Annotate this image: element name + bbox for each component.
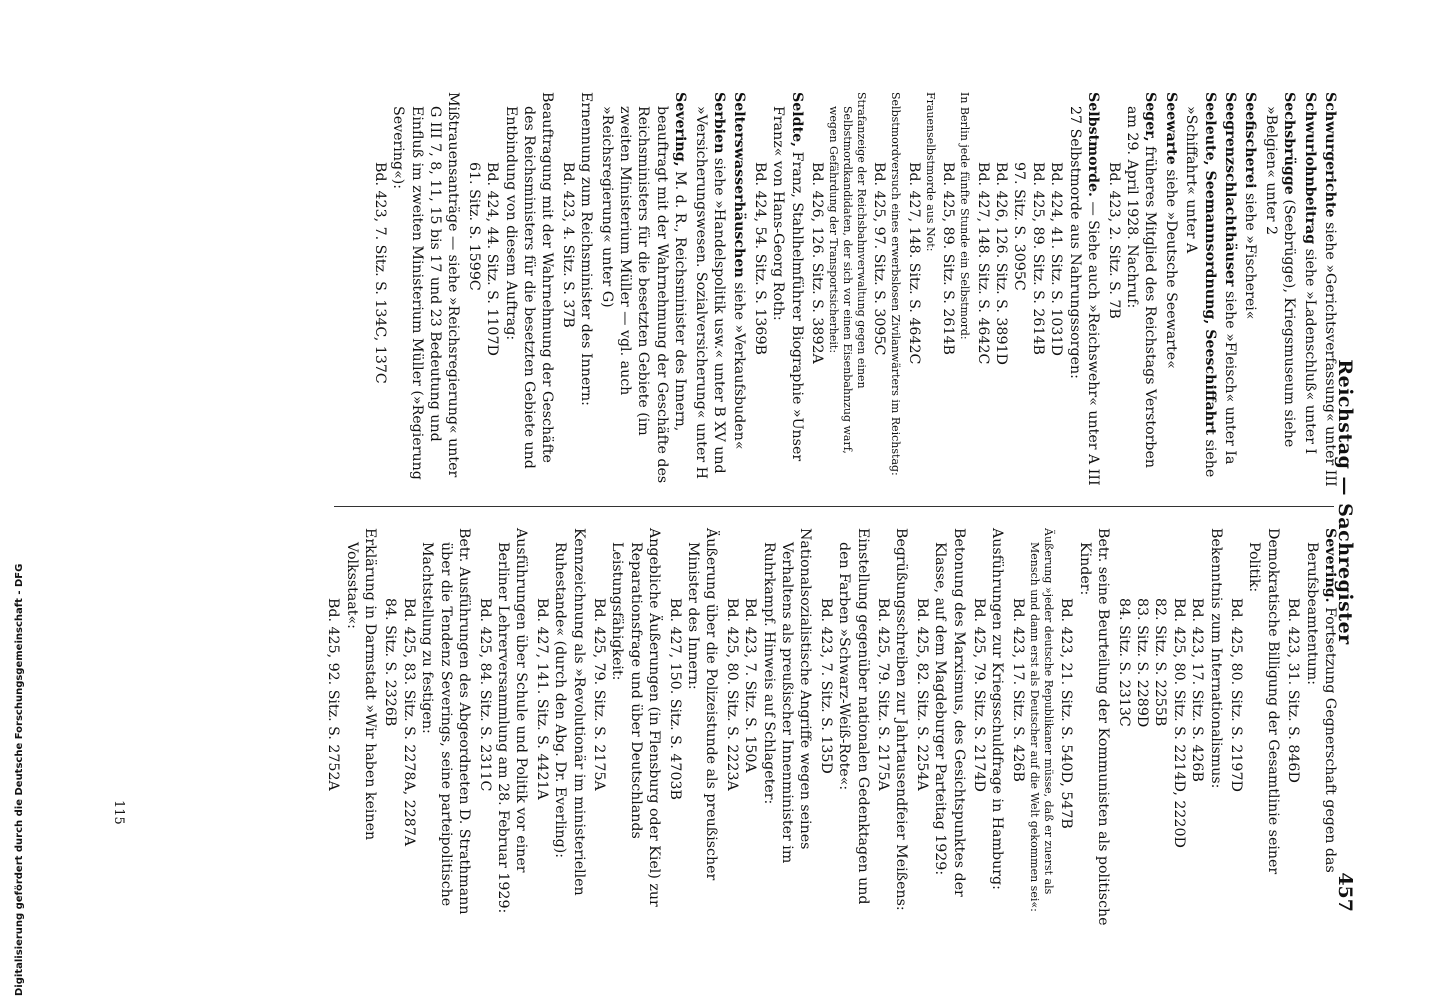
entry-text [931,528,968,926]
entry-head: Seefischerei [1242,92,1259,189]
entry-body: früheres Mitglied des Reichstags Verstorben am 29. April 1928. Nachruf: [1123,106,1159,469]
entry-text [1206,528,1224,926]
entry-text [888,92,902,490]
entry-text [342,528,379,926]
index-entry [370,92,462,490]
entry-text [494,528,531,926]
entry-head: Schwurlohnbeitrag [1301,92,1318,245]
entry-text [551,528,588,926]
entry-head: Seldte, [788,92,805,148]
entry-text [1123,92,1160,490]
index-entry [597,92,689,490]
entry-reference: Bd. 425, 84. Sitz. S. 2311C [476,598,493,792]
entry-head: Selterswasserhäuschen [731,92,748,278]
entry-reference: Bd. 425, 97. Sitz. S. 3095C [871,162,888,356]
entry-text [1261,92,1298,490]
index-entry [722,528,814,926]
entry-head: Seegrenzschlachthäuser [1221,92,1238,287]
entry-reference: 84. Sitz. S. 2326B [382,598,399,727]
entry-head: Seger, [1142,92,1159,142]
entry-reference: Bd. 425, 89. Sitz. S. 2614B [1029,162,1046,355]
entry-text [1245,528,1282,926]
entry-reference: Bd. 425, 80. Sitz. S. 2214D, 2220D [1170,598,1187,848]
entry-body: siehe »Verkaufsbuden« [731,282,748,450]
entry-body: Betr. Ausführungen des Abgeordneten D. Strathmann über die Tendenz Severings, seine parteipolitische Machtstellung zu festigen: [419,528,473,915]
entry-body: Selbstmordversuch eines erwerbslosen Zivilanwärters im Reichstag: [889,92,903,476]
entry-head: Severing, [672,92,689,167]
entry-body: Einstellung gegenüber nationalen Gedenktagen und den Farben »Schwarz-Weiß-Rote«: [836,528,871,905]
entry-body: siehe »Gerichtsverfassung« unter III [1322,222,1338,487]
left-column [368,92,1339,490]
entry-reference: Bd. 423, 7. Sitz. S. 135D [817,598,834,774]
index-entry [324,528,379,926]
entry-body: Nationalsozialistische Angriffe wegen seines Verhaltens als preußischer Innenminister im Ruhrkampf. Hinweis auf Schlageter: [760,528,814,864]
index-entry [475,528,530,926]
entry-reference: 82. Sitz. S. 2255B [1152,598,1169,727]
entry-reference: Bd. 423, 17. Sitz. S. 426B [1009,598,1026,782]
entry-reference: Bd. 426, 126. Sitz. S. 3892A [809,162,826,364]
entry-body: — Siehe auch »Reichswehr« unter A III 27 Selbstmorde aus Nahrungssorgen: [1066,106,1102,486]
entry-body: In Berlin jede fünfte Stunde ein Selbstmord: [958,92,972,340]
index-entry [1182,92,1219,490]
entry-text [608,528,663,926]
index-entry [1009,528,1055,926]
entry-reference: Bd. 425, 83. Sitz. S. 2278A, 2287A [400,598,417,847]
entry-reference: 83. Sitz. S. 2289D [1133,598,1150,728]
index-entry [1227,528,1282,926]
entry-reference: Bd. 424, 54. Sitz. S. 1369B [751,162,768,355]
dfg-credit-text: Digitalisierung gefördert durch die Deutsche Forschungsgemeinschaft - DFG [14,563,25,996]
entry-body: Frauenselbstmorde aus Not: [923,92,937,252]
entry-text [957,92,971,490]
index-entry [912,528,967,926]
entry-body: Äußerung »jeder deutsche Republikaner müsse, daß er zuerst als Mensch und dann erst als Deutscher auf die Welt gekommen sei«: [1027,528,1055,912]
entry-reference: Bd. 427, 141. Sitz. S. 4421A [533,598,550,800]
entry-body: Mißtrauensanträge — siehe »Reichsregierung« unter G III 7, 8, 11, 15 bis 17 und 23 Bedeutung und Einfluß im zweiten Ministerium Müller (»Regierung Severing«): [390,92,462,480]
index-entry [1284,528,1339,926]
index-entry [750,92,805,490]
folio-number: 115 [111,800,126,825]
entry-body: Kennzeichnung als »Revolutionär im ministeriellen Ruhestande« (durch den Abg. Dr. Everling): [552,528,587,896]
entry-text [759,528,814,926]
entry-body: Betr. seine Beurteilung der Kommunisten als politische Kinder: [1076,528,1112,926]
dfg-credit [14,564,25,996]
entry-reference: Bd. 425, 79. Sitz. S. 2175A [875,598,892,791]
entry-reference: Bd. 425, 80. Sitz. S. 2223A [723,598,740,791]
entry-body: Ernennung zum Reichsminister des Innern: [578,92,595,406]
entry-reference: Bd. 423, 17. Sitz. S. 426B [1189,598,1206,782]
entry-text [1302,528,1339,926]
entry-head: Severing. [1322,528,1338,603]
entry-reference: Bd. 424, 41. Sitz. S. 1031D [1048,162,1065,356]
entry-reference: Bd. 423, 7. Sitz. S. 134C, 137C [371,162,388,384]
entry-head: Schwurgerichte [1322,92,1338,218]
index-entry [464,92,556,490]
index-entry [730,92,748,490]
entry-text [501,92,556,490]
index-entry [691,92,728,490]
entry-text [1321,92,1339,490]
entry-reference: Bd. 427, 148. Sitz. S. 4642C [974,162,991,365]
entry-body: siehe »Fleisch« unter Ia [1221,290,1238,465]
right-column [322,528,1339,926]
entry-reference: Bd. 423, 21. Sitz. S. 540D, 547B [1058,598,1075,829]
entry-text [577,92,595,490]
entry-reference: Bd. 427, 148. Sitz. S. 4642C [905,162,922,365]
entry-reference: Bd. 425, 82. Sitz. S. 2254A [913,598,930,791]
index-entry [904,92,936,490]
entry-reference: 61. Sitz. S. 1599C [465,162,482,291]
index-entry [1261,92,1298,490]
entry-text [1075,528,1112,926]
entry-body: siehe »Fischerei« [1242,193,1259,320]
entry-text [1065,92,1102,490]
entry-body: Erklärung in Darmstadt »Wir haben keinen Volksstaat«: [343,528,379,841]
index-entry [1321,92,1339,490]
index-entry [939,92,971,490]
entry-reference: Bd. 427, 150. Sitz. S. 4703B [666,598,683,800]
entry-text [1027,528,1055,926]
entry-text [597,92,689,490]
entry-head: Seeleute, Seemannsordnung, Seeschiffahrt [1201,92,1218,436]
entry-body: Fortsetzung Gegnerschaft gegen das Berufsbeamtentum: [1303,542,1338,873]
running-head: Reichstag — Sachregister [1334,359,1356,645]
entry-head: Selbstmorde. [1085,92,1102,197]
entry-reference: Bd. 425, 79. Sitz. S. 2175A [590,598,607,791]
entry-text [835,528,872,926]
entry-body: siehe »Schiffahrt« unter A [1183,106,1218,478]
index-entry [870,92,902,490]
entry-text [1241,92,1259,490]
entry-body: Ausführungen über Schule und Politik vor einer Berliner Lehrerversammlung am 28. Februar 1929: [494,528,530,914]
index-entry [1300,92,1318,490]
entry-reference: Bd. 425, 80. Sitz. S. 2197D [1227,598,1244,792]
entry-body: Ausführungen zur Kriegsschuldfrage in Hamburg: [989,528,1006,890]
page-number: 457 [1334,872,1356,912]
index-entry [665,528,720,926]
index-entry [381,528,473,926]
entry-reference: Bd. 423, 31. Sitz. S. 846D [1285,598,1302,783]
entry-body: Begrüßungsschreiben zur Jahrtausendfeier Meißens: [893,528,910,911]
entry-head: Sechsbrügge [1281,92,1298,195]
entry-text [418,528,473,926]
index-entry [558,92,595,490]
entry-body: siehe »Ladenschluß« unter I [1301,248,1318,455]
entry-text [389,92,463,490]
index-entry [973,92,1102,490]
entry-head: Seewarte [1162,92,1179,165]
entry-body: Betonung des Marxismus, des Gesichtspunktes der Klasse, auf dem Magdeburger Parteitag 1929: [932,528,967,897]
entry-body: siehe »Handelspolitik usw.« unter B XV und »Versicherungswesen. Sozialversicherung« unter H [692,106,728,480]
entry-reference: Bd. 426, 126. Sitz. S. 3891D [993,162,1010,365]
entry-text [1182,92,1219,490]
entry-body: Strafanzeige der Reichsbahnverwaltung gegen einen Selbstmordkandidaten, der sich vor einen Eisenbahnzug warf, wegen Gefährdung der Transportsicherheit: [827,92,869,454]
entry-reference: 84. Sitz. S. 2313C [1115,598,1132,727]
index-entry [590,528,664,926]
entry-text [1300,92,1318,490]
entry-head: Serbien [711,92,728,154]
entry-text [826,92,868,490]
index-entry [1221,92,1239,490]
entry-text [923,92,937,490]
entry-reference: Bd. 425, 92. Sitz. S. 2752A [325,598,342,791]
entry-body: Demokratische Billigung der Gesamtlinie seiner Politik: [1246,528,1281,875]
entry-body: Äußerung über die Polizeistunde als preußischer Minister des Innern: [685,528,720,881]
entry-text [691,92,728,490]
entry-reference: Bd. 424, 44. Sitz. S. 1107D [484,162,501,356]
entry-body: (Seebrügge), Kriegsmuseum siehe »Belgien« unter 2 [1262,106,1298,448]
entry-text [988,528,1006,926]
index-entry [1161,92,1179,490]
entry-text [1161,92,1179,490]
index-entry [1241,92,1259,490]
entry-text [730,92,748,490]
index-entry [532,528,587,926]
entry-text [892,528,910,926]
index-entry [816,528,871,926]
entry-reference: Bd. 423, 4. Sitz. S. 37B [559,162,576,328]
entry-body: Franz, Stahlhelmführer Biographie »Unser Franz« von Hans-Georg Roth: [770,106,805,462]
index-entry [1057,528,1112,926]
entry-body: Beauftragung mit der Wahrnehmung der Geschäfte des Reichsministers für die besetzten Gebiete und Entbindung von diesem Auftrag: [502,92,556,469]
entry-reference: Bd. 425, 89. Sitz. S. 2614B [940,162,957,355]
entry-body: Angebliche Äußerungen (in Flensburg oder Kiel) zur Reparationsfrage und über Deutschlands Leistungsfähigkeit: [609,528,663,907]
index-entry [1114,528,1224,926]
entry-body: siehe »Deutsche Seewarte« [1162,169,1179,369]
entry-text [684,528,721,926]
column-divider [334,506,1334,507]
index-entry [970,528,1007,926]
entry-body: M. d. R., Reichsminister des Innern, beauftragt mit der Wahrnehmung der Geschäfte des Reichsministers für die besetzten Gebiete (im zweiten Ministerium Müller — vgl. auch »Reichsregierung« unter G) [598,106,689,484]
entry-reference: Bd. 423, 7. Sitz. S. 150A [742,598,759,773]
entry-text [769,92,806,490]
entry-body: Bekenntnis zum Internationalismus: [1207,528,1224,789]
entry-reference: 97. Sitz. S. 3095C [1011,162,1028,291]
index-entry [1104,92,1159,490]
index-entry [874,528,911,926]
entry-reference: Bd. 423, 2. Sitz. S. 7B [1105,162,1122,319]
entry-text [1221,92,1239,490]
index-entry [808,92,868,490]
entry-reference: Bd. 425, 79. Sitz. S. 2174D [971,598,988,792]
